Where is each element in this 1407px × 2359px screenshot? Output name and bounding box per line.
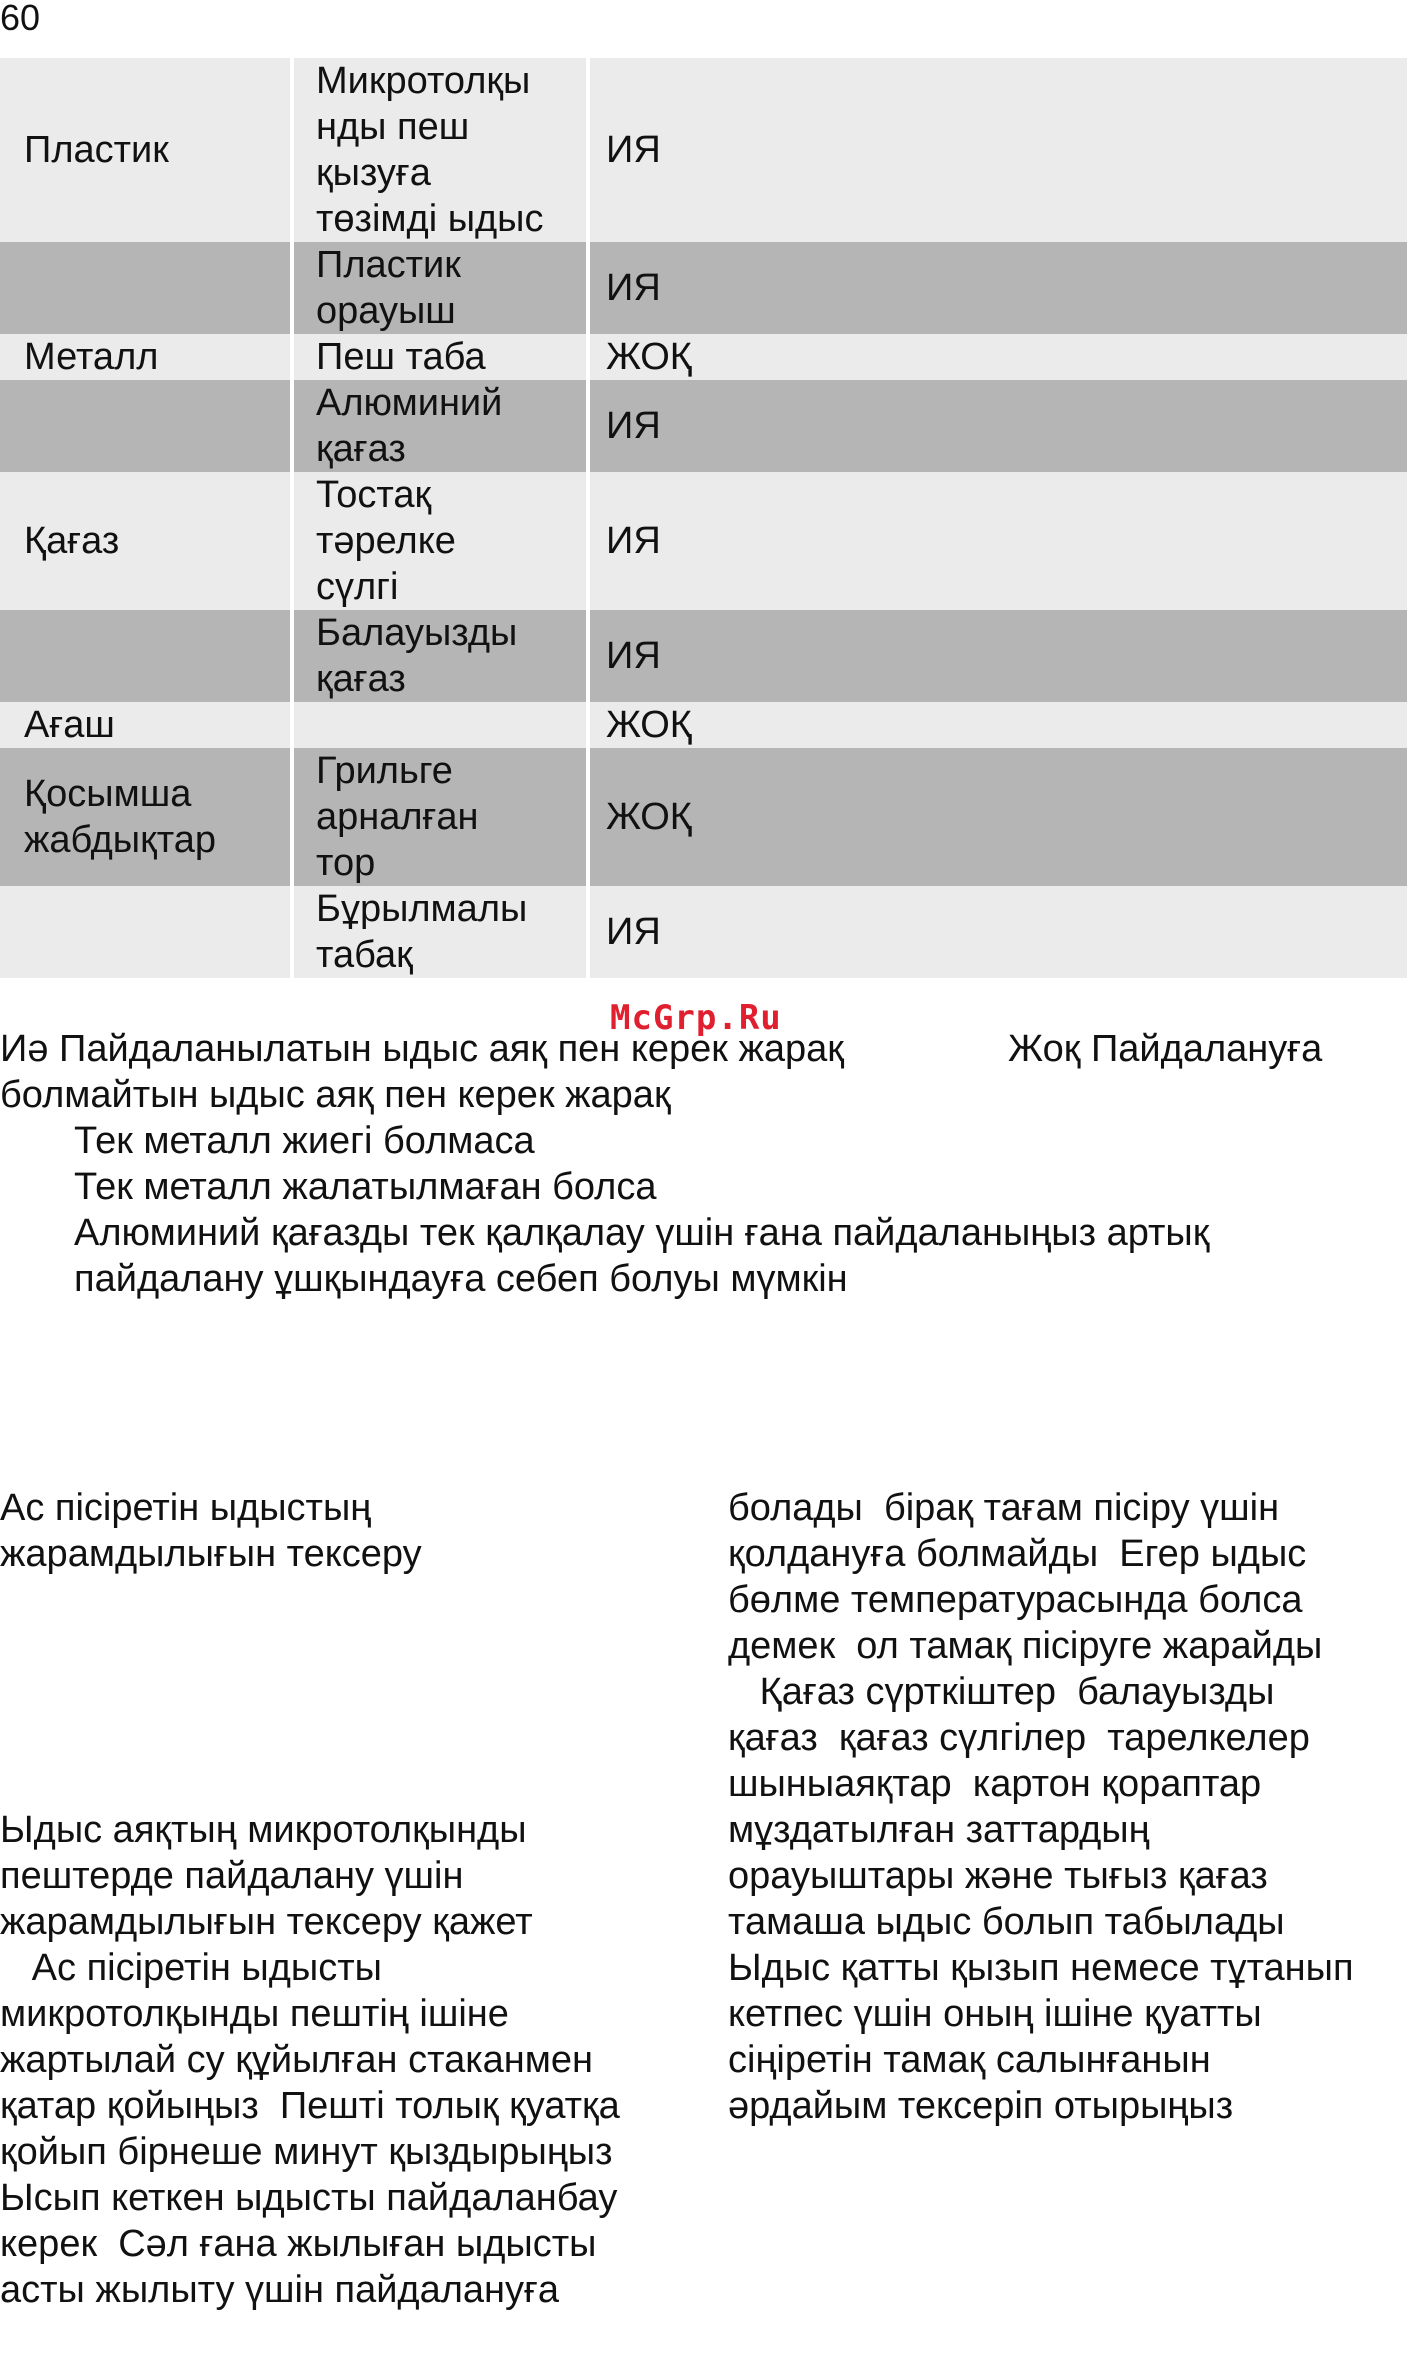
watermark: McGrp.Ru bbox=[610, 998, 782, 1038]
table-row bbox=[0, 242, 1407, 334]
material-cell bbox=[0, 610, 290, 702]
legend-no: Жоқ Пайдалануға bbox=[1008, 1028, 1323, 1070]
material-cell bbox=[0, 886, 290, 978]
note-metal-coating: Тек металл жалатылмаған болса bbox=[74, 1166, 657, 1208]
answer-cell: ЖОҚ bbox=[590, 334, 1407, 380]
note-metal-rim: Тек металл жиегі болмаса bbox=[74, 1120, 535, 1162]
table-row bbox=[0, 58, 1407, 242]
table-row bbox=[0, 610, 1407, 702]
item-cell: Пластик орауыш bbox=[294, 242, 586, 334]
table-row bbox=[0, 472, 1407, 610]
legend-yes: Иә Пайдаланылатын ыдыс аяқ пен керек жарақ bbox=[0, 1028, 844, 1070]
item-cell bbox=[294, 702, 586, 748]
answer-cell: ИЯ bbox=[590, 58, 1407, 242]
left-column bbox=[0, 1393, 700, 2359]
legend bbox=[0, 1026, 1407, 1302]
page-number: 60 bbox=[0, 0, 41, 38]
item-cell: Тостақ тәрелке сүлгі bbox=[294, 472, 586, 610]
item-cell: Балауызды қағаз bbox=[294, 610, 586, 702]
left-column-body: Ыдыс аяқтың микротолқынды пештерде пайдалану үшін жарамдылығын тексеру қажет Ас пісіретін ыдысты микротолқынды пештің ішіне жартылай су құйылған стаканмен қатар қойыңыз Пешті толық қуатқа қойып бірнеше минут қыздырыңыз Ысып кеткен ыдысты пайдаланбау керек Сәл ғана жылыған ыдысты асты жылыту үшін пайдалануға bbox=[0, 1809, 620, 2311]
section-heading: Ас пісіретін ыдыстың жарамдылығын тексеру bbox=[0, 1487, 422, 1575]
legend-no-continued: болмайтын ыдыс аяқ пен керек жарақ bbox=[0, 1074, 671, 1116]
right-column bbox=[728, 1393, 1407, 2175]
item-cell: Алюминий қағаз bbox=[294, 380, 586, 472]
material-cell: Ағаш bbox=[0, 702, 290, 748]
answer-cell: ИЯ bbox=[590, 242, 1407, 334]
item-cell: Бұрылмалы табақ bbox=[294, 886, 586, 978]
cookware-compatibility-table bbox=[0, 58, 1407, 978]
answer-cell: ИЯ bbox=[590, 610, 1407, 702]
right-column-body: болады бірақ тағам пісіру үшін қолдануға болмайды Егер ыдыс бөлме температурасында болса демек ол тамақ пісіруге жарайды Қағаз сүрткіштер балауызды қағаз қағаз сүлгілер тарелкелер шыныаяқтар картон қораптар мұздатылған заттардың орауыштары және тығыз қағаз тамаша ыдыс болып табылады Ыдыс қатты қызып немесе тұтанып кетпес үшін оның ішіне қуатты сіңіретін тамақ салынғанын әрдайым тексеріп отырыңыз bbox=[728, 1487, 1354, 2127]
table-row bbox=[0, 748, 1407, 886]
table-row bbox=[0, 886, 1407, 978]
answer-cell: ЖОҚ bbox=[590, 748, 1407, 886]
item-cell: Грильге арналған тор bbox=[294, 748, 586, 886]
material-cell: Пластик bbox=[0, 58, 290, 242]
note-aluminium-line1: Алюминий қағазды тек қалқалау үшін ғана пайдаланыңыз артық bbox=[74, 1212, 1210, 1254]
answer-cell: ИЯ bbox=[590, 380, 1407, 472]
answer-cell: ИЯ bbox=[590, 886, 1407, 978]
item-cell: Пеш таба bbox=[294, 334, 586, 380]
item-cell: Микротолқы нды пеш қызуға төзімді ыдыс bbox=[294, 58, 586, 242]
note-aluminium-line2: пайдалану ұшқындауға себеп болуы мүмкін bbox=[74, 1258, 848, 1300]
material-cell: Қағаз bbox=[0, 472, 290, 610]
table-row bbox=[0, 702, 1407, 748]
material-cell bbox=[0, 242, 290, 334]
material-cell: Металл bbox=[0, 334, 290, 380]
material-cell bbox=[0, 380, 290, 472]
table-row bbox=[0, 380, 1407, 472]
material-cell: Қосымша жабдықтар bbox=[0, 748, 290, 886]
table-row bbox=[0, 334, 1407, 380]
answer-cell: ИЯ bbox=[590, 472, 1407, 610]
answer-cell: ЖОҚ bbox=[590, 702, 1407, 748]
